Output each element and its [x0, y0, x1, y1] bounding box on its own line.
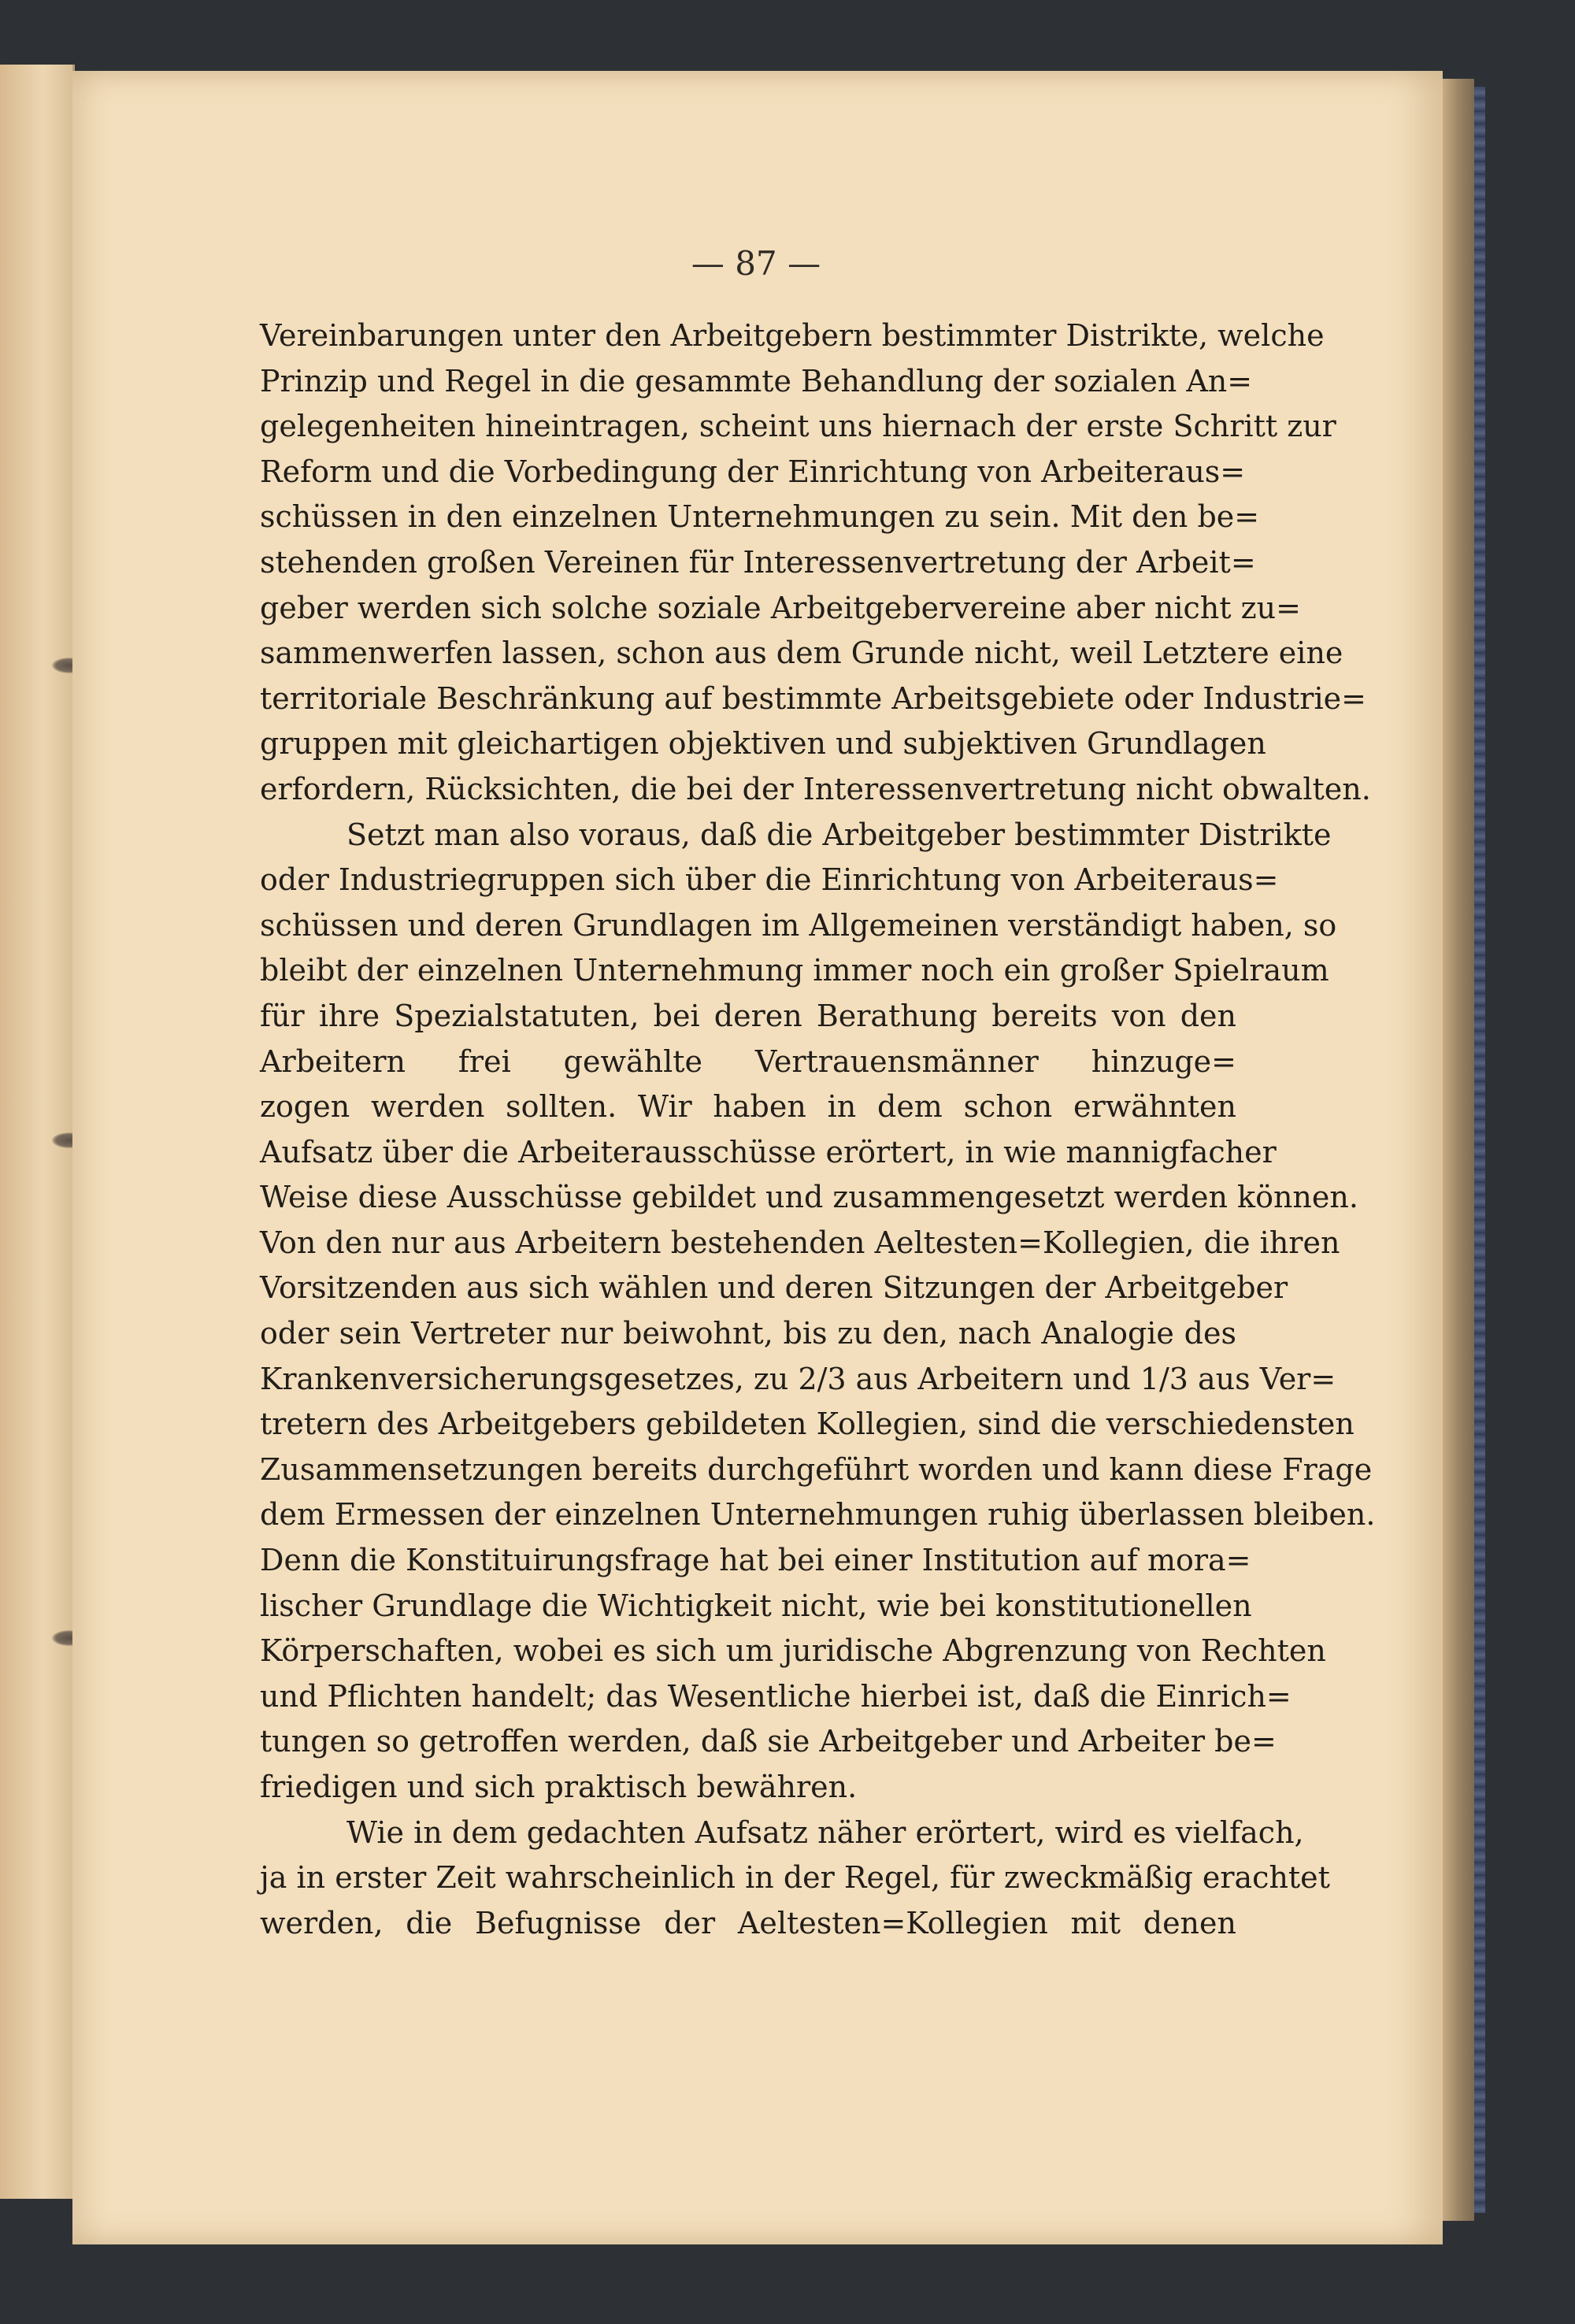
- text-line: bleibt der einzelnen Unternehmung immer noch ein großer Spielraum: [260, 953, 1329, 988]
- facing-page-edge: [0, 65, 75, 2199]
- text-line: Vorsitzenden aus sich wählen und deren Sitzungen der Arbeitgeber: [260, 1270, 1288, 1306]
- text-line: geber werden sich solche soziale Arbeitgebervereine aber nicht zu=: [260, 590, 1301, 625]
- text-line: oder sein Vertreter nur beiwohnt, bis zu den, nach Analogie des: [260, 1316, 1236, 1351]
- text-line: tretern des Arbeitgebers gebildeten Kollegien, sind die verschiedensten: [260, 1407, 1354, 1442]
- text-line: gelegenheiten hineintragen, scheint uns hiernach der erste Schritt zur: [260, 409, 1336, 444]
- text-line: friedigen und sich praktisch bewähren.: [260, 1770, 858, 1804]
- text-line: Aufsatz über die Arbeiterausschüsse erörtert, in wie mannigfacher: [260, 1134, 1277, 1169]
- page-stack-edge: [1443, 79, 1474, 2221]
- text-line: Wie in dem gedachten Aufsatz näher erörtert, wird es vielfach,: [346, 1814, 1304, 1850]
- text-line: dem Ermessen der einzelnen Unternehmungen ruhig überlassen bleiben.: [260, 1497, 1376, 1533]
- text-line: schüssen und deren Grundlagen im Allgemeinen verständigt haben, so: [260, 907, 1337, 943]
- text-line: territoriale Beschränkung auf bestimmte Arbeitsgebiete oder Industrie=: [260, 680, 1366, 716]
- text-line: Von den nur aus Arbeitern bestehenden Aeltesten=Kollegien, die ihren: [260, 1225, 1340, 1260]
- text-line: gruppen mit gleichartigen objektiven und subjektiven Grundlagen: [260, 726, 1266, 762]
- text-line: Reform und die Vorbedingung der Einrichtung von Arbeiteraus=: [260, 454, 1246, 489]
- book-cover-edge: [1474, 87, 1485, 2213]
- text-line: zogen werden sollten. Wir haben in dem schon erwähnten: [260, 1089, 1236, 1125]
- text-line: Arbeitern frei gewählte Vertrauensmänner hinzuge=: [260, 1043, 1236, 1079]
- text-line: oder Industriegruppen sich über die Einrichtung von Arbeiteraus=: [260, 862, 1279, 898]
- text-line: sammenwerfen lassen, schon aus dem Grunde nicht, weil Letztere eine: [260, 636, 1343, 671]
- text-line: Zusammensetzungen bereits durchgeführt worden und kann diese Frage: [260, 1451, 1373, 1487]
- text-line: erfordern, Rücksichten, die bei der Interessenvertretung nicht obwalten.: [260, 771, 1371, 806]
- text-line: für ihre Spezialstatuten, bei deren Berathung bereits von den: [260, 998, 1236, 1033]
- text-line: ja in erster Zeit wahrscheinlich in der Regel, für zweckmäßig erachtet: [260, 1860, 1330, 1896]
- body-text: [260, 313, 1376, 1946]
- page-number: — 87 —: [691, 244, 821, 283]
- text-line: werden, die Befugnisse der Aeltesten=Kollegien mit denen: [260, 1905, 1236, 1940]
- text-line: Weise diese Ausschüsse gebildet und zusammengesetzt werden können.: [260, 1180, 1358, 1215]
- text-line: Krankenversicherungsgesetzes, zu 2/3 aus Arbeitern und 1/3 aus Ver=: [260, 1361, 1336, 1396]
- text-line: tungen so getroffen werden, daß sie Arbeitgeber und Arbeiter be=: [260, 1724, 1277, 1759]
- text-line: Denn die Konstituirungsfrage hat bei einer Institution auf mora=: [260, 1543, 1251, 1578]
- text-line: Körperschaften, wobei es sich um juridische Abgrenzung von Rechten: [260, 1633, 1326, 1669]
- text-line: Prinzip und Regel in die gesammte Behandlung der sozialen An=: [260, 363, 1253, 398]
- text-line: Setzt man also voraus, daß die Arbeitgeber bestimmter Distrikte: [346, 817, 1332, 852]
- text-line: schüssen in den einzelnen Unternehmungen zu sein. Mit den be=: [260, 499, 1260, 535]
- text-line: stehenden großen Vereinen für Interessenvertretung der Arbeit=: [260, 544, 1256, 580]
- text-line: und Pflichten handelt; das Wesentliche hierbei ist, daß die Einrich=: [260, 1678, 1292, 1714]
- text-line: Vereinbarungen unter den Arbeitgebern bestimmter Distrikte, welche: [260, 318, 1325, 353]
- text-line: lischer Grundlage die Wichtigkeit nicht, wie bei konstitutionellen: [260, 1588, 1252, 1623]
